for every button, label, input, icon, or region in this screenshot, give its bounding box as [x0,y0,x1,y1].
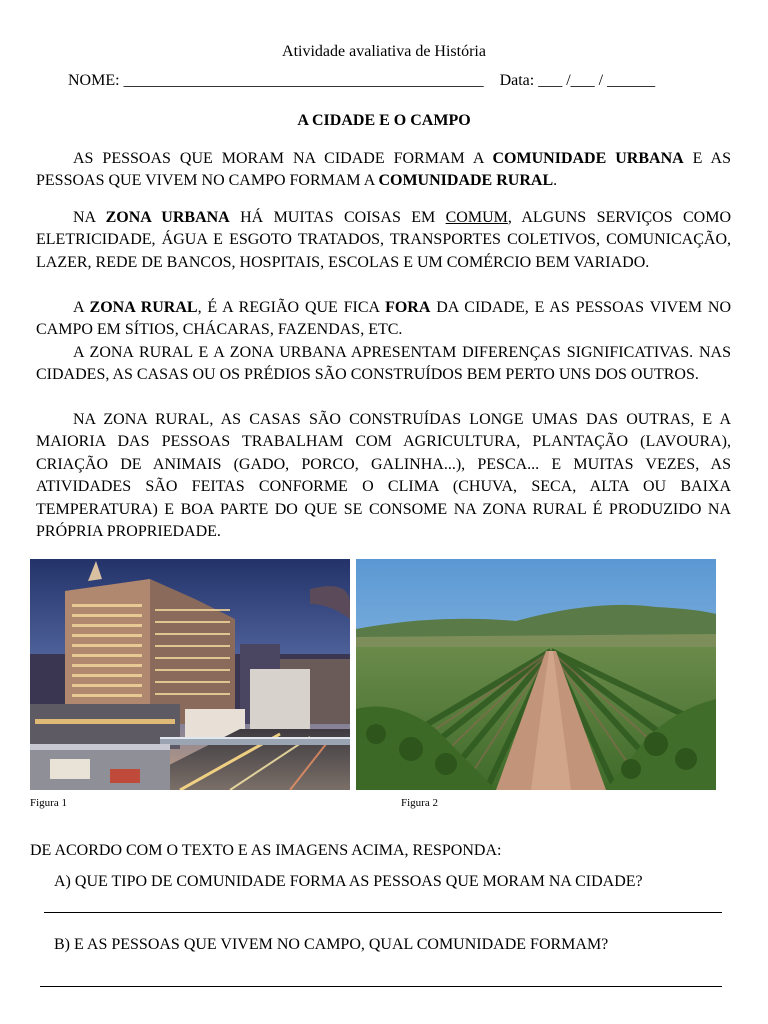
term-fora: FORA [385,299,431,316]
answer-line-a[interactable] [44,912,722,913]
term-comunidade-rural: COMUNIDADE RURAL [378,172,554,190]
paragraph-differences: A ZONA RURAL E A ZONA URBANA APRESENTAM DIFERENÇAS SIGNIFICATIVAS. NAS CIDADES, AS CASAS OU OS PRÉDIOS SÃO CONSTRUÍDOS BEM PERTO UNS DOS OUTROS. [36,344,731,384]
term-zona-urbana: ZONA URBANA [105,209,230,226]
paragraph-urban-rural-communities: AS PESSOAS QUE MORAM NA CIDADE FORMAM A COMUNIDADE URBANA E AS PESSOAS QUE VIVEM NO CAMPO FORMAM A COMUNIDADE RURAL. [36,150,732,190]
figure-2-caption: Figura 2 [401,797,438,809]
questions-intro: DE ACORDO COM O TEXTO E AS IMAGENS ACIMA, RESPONDA: [30,842,502,859]
name-field[interactable]: _____________________________________________ [123,72,484,89]
name-date-line [68,72,655,90]
worksheet-header-title: Atividade avaliativa de História [282,43,486,60]
name-label: NOME: [68,72,120,89]
city-photo [30,559,350,790]
question-a: A) QUE TIPO DE COMUNIDADE FORMA AS PESSOAS QUE MORAM NA CIDADE? [54,873,643,890]
date-label: Data: [499,72,535,89]
term-comum: COMUM [445,209,508,226]
answer-line-b[interactable] [40,986,722,987]
paragraph-urban-zone: NA ZONA URBANA HÁ MUITAS COISAS EM COMUM, ALGUNS SERVIÇOS COMO ELETRICIDADE, ÁGUA E ESGOTO TRATADOS, TRANSPORTES COLETIVOS, COMUNICAÇÃO, LAZER, REDE DE BANCOS, HOSPITAIS, ESCOLAS E UM COMÉRCIO BEM VARIADO. [36,209,731,271]
question-b: B) E AS PESSOAS QUE VIVEM NO CAMPO, QUAL COMUNIDADE FORMAM? [54,936,609,953]
date-field[interactable]: ___ /___ / ______ [538,72,656,89]
term-comunidade-urbana: COMUNIDADE URBANA [492,150,684,167]
figure-1-caption: Figura 1 [30,797,67,809]
page-title: A CIDADE E O CAMPO [297,112,471,129]
term-zona-rural: ZONA RURAL [89,299,198,316]
vineyard-photo [356,559,716,790]
paragraph-rural-life: NA ZONA RURAL, AS CASAS SÃO CONSTRUÍDAS LONGE UMAS DAS OUTRAS, E A MAIORIA DAS PESSOAS TRABALHAM COM AGRICULTURA, PLANTAÇÃO (LAVOURA), CRIAÇÃO DE ANIMAIS (GADO, PORCO, GALINHA...), PESCA... E MUITAS VEZES, AS ATIVIDADES SÃO FEITAS CONFORME O CLIMA (CHUVA, SECA, ALTA OU BAIXA TEMPERATURA) E BOA PARTE DO QUE SE CONSOME NA ZONA RURAL É PRODUZIDO NA PRÓPRIA PROPRIEDADE. [36,411,731,541]
paragraph-rural-zone: A ZONA RURAL, É A REGIÃO QUE FICA FORA DA CIDADE, E AS PESSOAS VIVEM NO CAMPO EM SÍTIOS, CHÁCARAS, FAZENDAS, ETC. [36,299,732,339]
